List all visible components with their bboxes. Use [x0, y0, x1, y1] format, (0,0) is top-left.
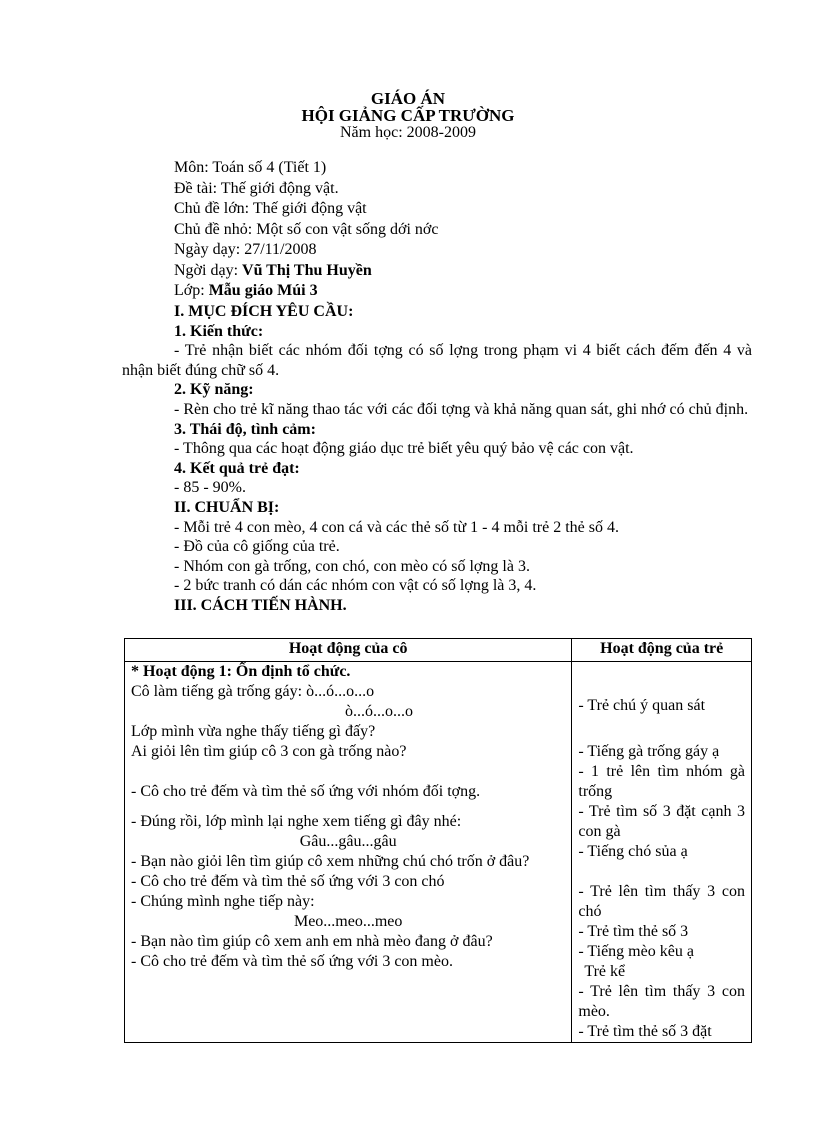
child-line: - Tiếng gà trống gáy ạ: [578, 743, 720, 760]
child-line: Trẻ kể: [584, 963, 626, 980]
teacher-line: - Cô cho trẻ đếm và tìm thẻ số ứng với nhóm đối tợng.: [131, 783, 481, 800]
attitude-text: - Thông qua các hoạt động giáo dục trẻ biết yêu quý bảo vệ các con vật.: [174, 440, 634, 458]
prep-item: - Đồ của cô giống của trẻ.: [174, 538, 340, 556]
teacher-cell: [125, 662, 572, 1043]
child-line: - Trẻ chú ý quan sát: [578, 697, 706, 714]
teacher-line: Gâu...gâu...gâu: [299, 833, 397, 850]
child-line: - Trẻ tìm số 3 đặt cạnh 3 con gà: [578, 803, 745, 840]
child-line: - Trẻ lên tìm thấy 3 con mèo.: [578, 983, 745, 1020]
doc-title: GIÁO ÁN: [370, 89, 446, 108]
child-line: - Trẻ tìm thẻ số 3: [578, 923, 689, 940]
col-teacher-header: Hoạt động của cô: [125, 639, 572, 662]
child-line: - Trẻ tìm thẻ số 3 đặt: [578, 1023, 712, 1040]
table-row: [125, 662, 752, 1043]
table-header-row: [125, 639, 752, 662]
attitude-heading: 3. Thái độ, tình cảm:: [174, 420, 316, 438]
activity-table: [124, 638, 752, 1043]
result-text: - 85 - 90%.: [174, 479, 246, 497]
date-line: Ngày dạy: 27/11/2008: [174, 241, 317, 258]
skill-heading: 2. Kỹ năng:: [174, 381, 254, 399]
teacher-line: - Cô cho trẻ đếm và tìm thẻ số ứng với 3 con mèo.: [131, 953, 453, 970]
teacher-line: - Bạn nào giỏi lên tìm giúp cô xem những chú chó trốn ở đâu?: [131, 853, 530, 870]
child-line: - Tiếng mèo kêu ạ: [578, 943, 694, 960]
child-cell: [572, 662, 752, 1043]
school-year: Năm học: 2008-2009: [340, 124, 476, 141]
prep-item: - Mỗi trẻ 4 con mèo, 4 con cá và các thẻ số từ 1 - 4 mỗi trẻ 2 thẻ số 4.: [174, 518, 619, 536]
activity1-heading: * Hoạt động 1: Ổn định tổ chức.: [131, 663, 351, 680]
teacher-line: - Cô cho trẻ đếm và tìm thẻ số ứng với 3 con chó: [131, 873, 445, 890]
teacher-line: ò...ó...o...o: [345, 703, 413, 720]
teacher-line: [174, 261, 438, 282]
child-line: - Tiếng chó sủa ạ: [578, 843, 688, 860]
lesson-body: [122, 302, 752, 616]
teacher-line: - Bạn nào tìm giúp cô xem anh em nhà mèo đang ở đâu?: [131, 933, 493, 950]
prep-item: - 2 bức tranh có dán các nhóm con vật có số lợng là 3, 4.: [174, 577, 537, 595]
teacher-label: Ngời dạy:: [174, 261, 243, 279]
small-theme-line: Chủ đề nhỏ: Một số con vật sống dới nớc: [174, 220, 439, 238]
child-line: - Trẻ lên tìm thấy 3 con chó: [578, 883, 745, 920]
teacher-line: Ai giỏi lên tìm giúp cô 3 con gà trống nào?: [131, 743, 407, 760]
prep-item: - Nhóm con gà trống, con chó, con mèo có số lợng là 3.: [174, 557, 530, 575]
section2-heading: II. CHUẨN BỊ:: [174, 498, 280, 516]
teacher-line: Lớp mình vừa nghe thấy tiếng gì đấy?: [131, 723, 376, 740]
class-name: Mẫu giáo Múi 3: [208, 282, 318, 299]
big-theme-line: Chủ đề lớn: Thế giới động vật: [174, 200, 367, 217]
teacher-line: Cô làm tiếng gà trống gáy: ò...ó...o...o: [131, 683, 375, 700]
result-heading: 4. Kết quả trẻ đạt:: [174, 459, 300, 477]
child-line: - 1 trẻ lên tìm nhóm gà trống: [578, 763, 745, 800]
subject-line: Môn: Toán số 4 (Tiết 1): [174, 159, 327, 176]
class-line: [174, 281, 438, 302]
teacher-line: - Đúng rồi, lớp mình lại nghe xem tiếng gì đây nhé:: [131, 813, 462, 830]
skill-text: - Rèn cho trẻ kĩ năng thao tác với các đối tợng và khả năng quan sát, ghi nhớ có chủ định.: [174, 400, 749, 418]
col-child-header: Hoạt động của trẻ: [572, 639, 752, 662]
doc-subtitle: HỘI GIẢNG CẤP TRƯỜNG: [301, 106, 515, 125]
topic-line: Đề tài: Thế giới động vật.: [174, 179, 339, 197]
knowledge-heading: 1. Kiến thức:: [174, 322, 264, 340]
teacher-name: Vũ Thị Thu Huyền: [242, 261, 372, 279]
knowledge-text: - Trẻ nhận biết các nhóm đối tợng có số lợng trong phạm vi 4 biết cách đếm đến 4 và nhận biết đúng chữ số 4.: [122, 342, 752, 379]
section1-heading: I. MỤC ĐÍCH YÊU CẦU:: [174, 303, 354, 320]
teacher-line: Meo...meo...meo: [293, 913, 403, 930]
class-label: Lớp:: [174, 282, 209, 299]
section3-heading: III. CÁCH TIẾN HÀNH.: [174, 596, 347, 614]
lesson-info: [174, 158, 438, 302]
teacher-line: - Chúng mình nghe tiếp này:: [131, 893, 315, 910]
